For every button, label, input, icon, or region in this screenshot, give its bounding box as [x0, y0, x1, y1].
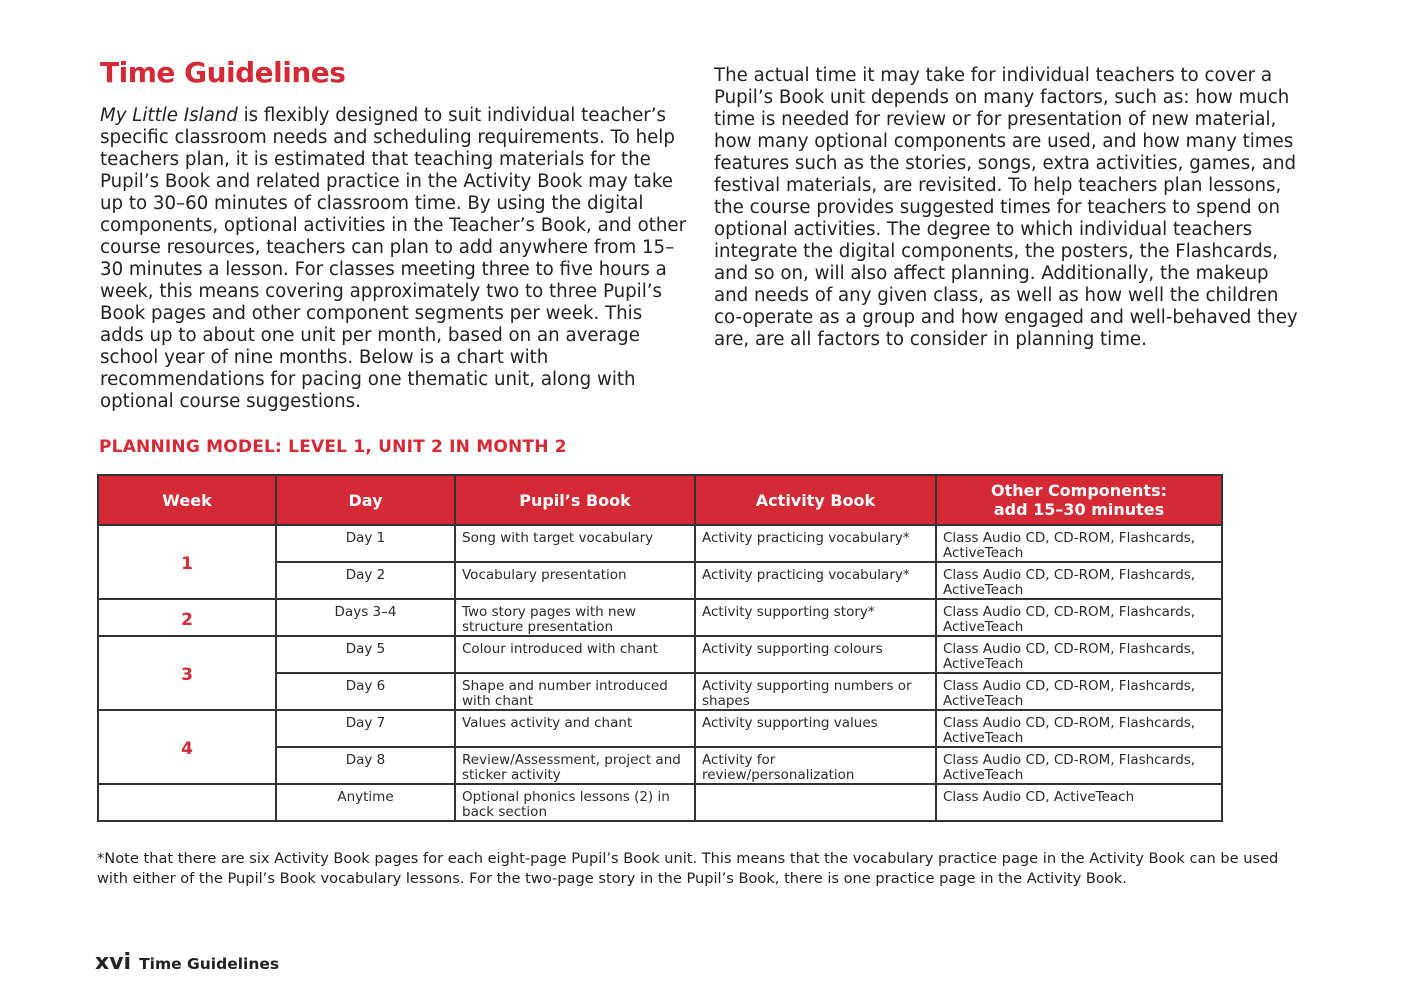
other-components-cell: Class Audio CD, CD-ROM, Flashcards, ActiveTeach	[936, 525, 1222, 562]
header-activity-book: Activity Book	[695, 475, 936, 525]
table-row	[98, 636, 1222, 673]
week-cell: 2	[98, 599, 276, 636]
pupils-book-cell: Shape and number introduced with chant	[455, 673, 695, 710]
pupils-book-cell: Two story pages with new structure presentation	[455, 599, 695, 636]
table-row	[98, 710, 1222, 747]
table-row	[98, 784, 1222, 821]
planning-table	[97, 474, 1223, 822]
day-cell: Day 7	[276, 710, 455, 747]
table-row	[98, 525, 1222, 562]
week-cell: 1	[98, 525, 276, 599]
week-cell-empty	[98, 784, 276, 821]
footnote: *Note that there are six Activity Book pages for each eight-page Pupil’s Book unit. This means that the vocabulary practice page in the Activity Book can be used with either of the Pupil’s Book vocabulary lessons. For the two-page story in the Pupil’s Book, there is one practice page in the Activity Book.	[97, 850, 1279, 887]
day-cell: Anytime	[276, 784, 455, 821]
other-components-cell: Class Audio CD, CD-ROM, Flashcards, ActiveTeach	[936, 747, 1222, 784]
other-components-cell: Class Audio CD, CD-ROM, Flashcards, ActiveTeach	[936, 673, 1222, 710]
book-title: My Little Island	[100, 105, 238, 126]
header-day: Day	[276, 475, 455, 525]
intro-left-text: is flexibly designed to suit individual teacher’s specific classroom needs and scheduling requirements. To help teachers plan, it is estimated that teaching materials for the Pupil’s Book and related practice in the Activity Book may take up to 30–60 minutes of classroom time. By using the digital components, optional activities in the Teacher’s Book, and other course resources, teachers can plan to add anywhere from 15–30 minutes a lesson. For classes meeting three to five hours a week, this means covering approximately two to three Pupil’s Book pages and other component segments per week. This adds up to about one unit per month, based on an average school year of nine months. Below is a chart with recommendations for pacing one thematic unit, along with optional course suggestions.	[100, 105, 687, 412]
planning-model-heading: PLANNING MODEL: LEVEL 1, UNIT 2 IN MONTH 2	[99, 437, 567, 457]
pupils-book-cell: Vocabulary presentation	[455, 562, 695, 599]
activity-book-cell: Activity supporting story*	[695, 599, 936, 636]
table-header-row	[98, 475, 1222, 525]
week-cell: 3	[98, 636, 276, 710]
other-components-cell: Class Audio CD, CD-ROM, Flashcards, ActiveTeach	[936, 710, 1222, 747]
pupils-book-cell: Colour introduced with chant	[455, 636, 695, 673]
header-week: Week	[98, 475, 276, 525]
pupils-book-cell: Song with target vocabulary	[455, 525, 695, 562]
day-cell: Day 2	[276, 562, 455, 599]
other-components-cell: Class Audio CD, CD-ROM, Flashcards, ActiveTeach	[936, 562, 1222, 599]
day-cell: Day 1	[276, 525, 455, 562]
pupils-book-cell: Review/Assessment, project and sticker activity	[455, 747, 695, 784]
other-components-cell: Class Audio CD, CD-ROM, Flashcards, ActiveTeach	[936, 636, 1222, 673]
other-components-cell: Class Audio CD, CD-ROM, Flashcards, ActiveTeach	[936, 599, 1222, 636]
page-title: Time Guidelines	[100, 56, 346, 89]
activity-book-cell: Activity supporting values	[695, 710, 936, 747]
activity-book-cell: Activity supporting numbers or shapes	[695, 673, 936, 710]
intro-left-paragraph	[100, 105, 690, 413]
pupils-book-cell: Values activity and chant	[455, 710, 695, 747]
day-cell: Day 6	[276, 673, 455, 710]
activity-book-cell: Activity for review/personalization	[695, 747, 936, 784]
activity-book-cell	[695, 784, 936, 821]
activity-book-cell: Activity practicing vocabulary*	[695, 562, 936, 599]
activity-book-cell: Activity practicing vocabulary*	[695, 525, 936, 562]
intro-right-paragraph: The actual time it may take for individual teachers to cover a Pupil’s Book unit depends on many factors, such as: how much time is needed for review or for presentation of new material, how many optional components are used, and how many times features such as the stories, songs, extra activities, games, and festival materials, are revisited. To help teachers plan lessons, the course provides suggested times for teachers to spend on optional activities. The degree to which individual teachers integrate the digital components, the posters, the Flashcards, and so on, will also affect planning. Additionally, the makeup and needs of any given class, as well as how well the children co-operate as a group and how engaged and well-behaved they are, are all factors to consider in planning time.	[714, 65, 1298, 350]
activity-book-cell: Activity supporting colours	[695, 636, 936, 673]
day-cell: Day 8	[276, 747, 455, 784]
header-pupils-book: Pupil’s Book	[455, 475, 695, 525]
header-other-components	[936, 475, 1222, 525]
week-cell: 4	[98, 710, 276, 784]
footer-section-title: Time Guidelines	[139, 955, 280, 973]
other-components-cell: Class Audio CD, ActiveTeach	[936, 784, 1222, 821]
day-cell: Day 5	[276, 636, 455, 673]
pupils-book-cell: Optional phonics lessons (2) in back section	[455, 784, 695, 821]
table-row	[98, 599, 1222, 636]
header-other-line1: Other Components:	[990, 481, 1167, 500]
page-number: xvi	[95, 950, 132, 975]
day-cell: Days 3–4	[276, 599, 455, 636]
page-footer	[95, 950, 279, 975]
header-other-line2: add 15–30 minutes	[993, 500, 1165, 519]
